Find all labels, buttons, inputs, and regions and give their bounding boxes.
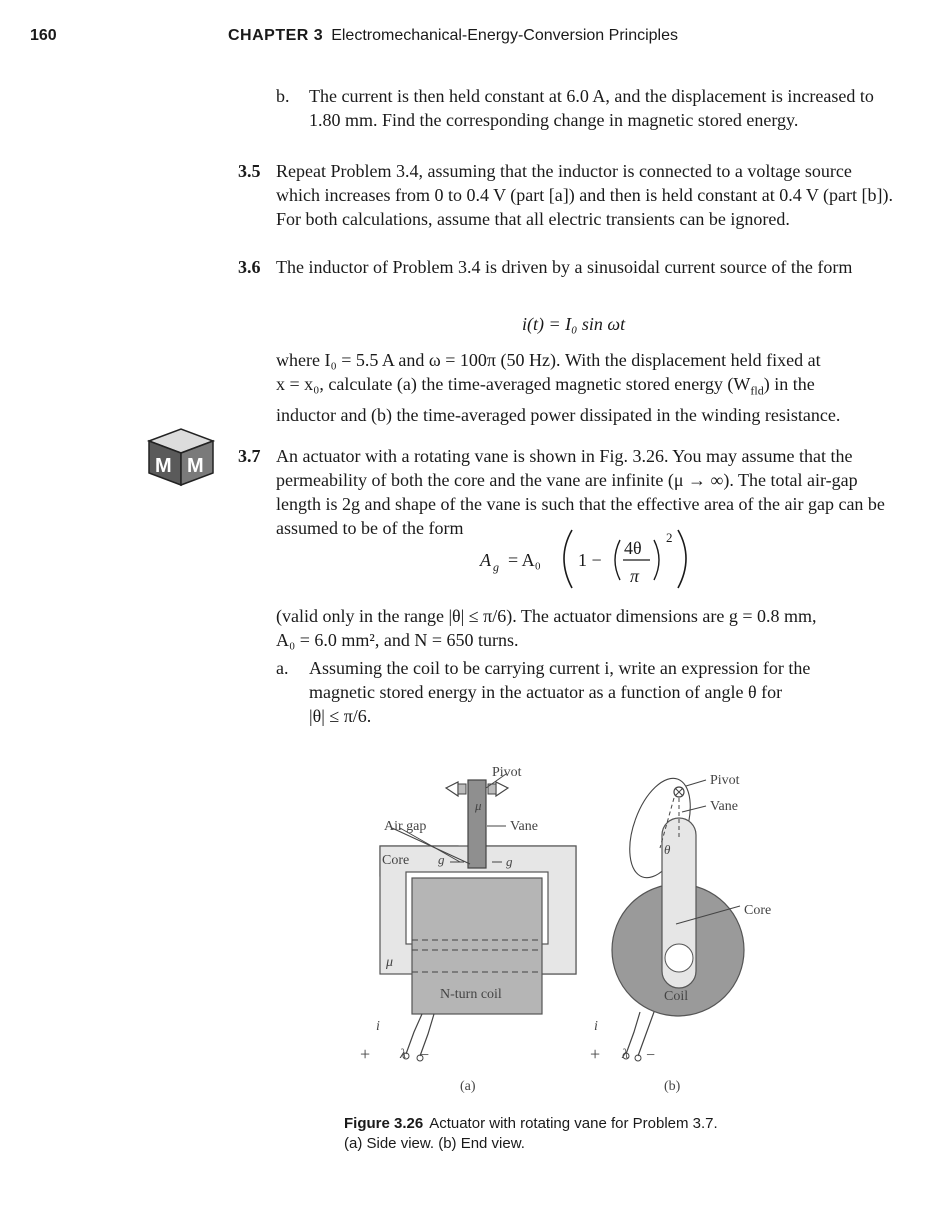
wfld-subscript: fld (750, 383, 764, 398)
label-minus-a: − (420, 1047, 430, 1064)
label-plus-b: + (590, 1044, 601, 1064)
part-label-a: a. (276, 658, 289, 678)
eq-exponent: 2 (666, 530, 673, 545)
label-g-right: g (506, 854, 513, 869)
label-b: (b) (664, 1079, 681, 1094)
running-header (228, 27, 678, 45)
problem-3-7a (276, 656, 896, 728)
figure-end-view (590, 770, 771, 1094)
caption-label: Figure 3.26 (344, 1115, 424, 1132)
problem-3-7-valid (276, 604, 916, 652)
part-label-b: b. (276, 86, 290, 106)
label-vane-a: Vane (510, 819, 538, 834)
valid-line-1: (valid only in the range |θ| ≤ π/6). The actuator dimensions are g = 0.8 mm, (276, 606, 817, 626)
label-core-a: Core (382, 853, 410, 868)
label-i-b: i (594, 1019, 598, 1034)
figure-caption (344, 1114, 724, 1154)
label-core-b: Core (744, 903, 772, 918)
problem-3-6-text: The inductor of Problem 3.4 is driven by a sinusoidal current source of the form (276, 257, 853, 277)
eq-rhs: = A₀ (508, 550, 541, 570)
label-i-a: i (376, 1019, 380, 1034)
eq-inner: 1 − (578, 550, 602, 570)
svg-text:M: M (155, 455, 172, 477)
caption-text: Actuator with rotating vane for Problem 3.7. (a) Side view. (b) End view. (344, 1115, 718, 1152)
problem-number-3-7: 3.7 (238, 446, 261, 466)
label-lambda-b: λ (622, 1047, 629, 1062)
label-coil-b: Coil (664, 989, 689, 1004)
label-pivot-b: Pivot (710, 773, 740, 788)
problem-3-5-text: Repeat Problem 3.4, assuming that the inductor is connected to a voltage source which increases from 0 to 0.4 V (part [a]) and then is held constant at 0.4 V (part [b]). For both calculations, assume that all electric transients can be ignored. (276, 161, 894, 229)
part-a-line-1: Assuming the coil to be carrying current i, write an expression for the (309, 658, 811, 678)
problem-3-7-text: An actuator with a rotating vane is shown in Fig. 3.26. You may assume that the permeability of both the core and the vane are infinite (μ → ∞). The total air-gap length is 2g and shape of the vane is such that the effective area of the air gap can be assumed to be of the form (276, 446, 885, 538)
label-minus-b: − (646, 1047, 656, 1064)
label-plus-a: + (360, 1044, 371, 1064)
svg-text:M: M (187, 455, 204, 477)
label-g-left: g (438, 852, 445, 867)
figure-side-view (360, 765, 576, 1094)
problem-3-6-where (276, 348, 916, 427)
chapter-title: Electromechanical-Energy-Conversion Principles (331, 27, 678, 44)
label-pivot-a: Pivot (492, 765, 522, 780)
part-a-line-3: |θ| ≤ π/6. (309, 706, 372, 726)
part-b-text: The current is then held constant at 6.0 A, and the displacement is increased to 1.80 mm. Find the corresponding change in magnetic stored energy. (309, 86, 874, 130)
eq-lhs-sub: g (493, 560, 499, 574)
eq-denominator: π (630, 566, 640, 586)
equation-current: i(t) = I₀ sin ωt (522, 314, 626, 334)
vane-a (468, 780, 486, 868)
figure-3-26 (340, 758, 820, 1108)
equation-area (470, 520, 710, 594)
problem-3-5 (238, 159, 898, 231)
label-theta-b: θ (664, 842, 671, 857)
eq-lhs: A (480, 550, 491, 570)
problem-number-3-5: 3.5 (238, 161, 261, 181)
eq-numerator: 4θ (624, 538, 642, 558)
where-line-1: where I₀ = 5.5 A and ω = 100π (50 Hz). With the displacement held fixed at (276, 350, 821, 370)
where-line-3: inductor and (b) the time-averaged power dissipated in the winding resistance. (276, 404, 841, 425)
valid-line-2: A₀ = 6.0 mm², and N = 650 turns. (276, 630, 519, 650)
label-vane-b: Vane (710, 799, 738, 814)
problem-number-3-6: 3.6 (238, 257, 261, 277)
problem-3-6 (238, 255, 898, 279)
where-line-2 (276, 372, 916, 403)
where-line-2b: ) in the (763, 374, 815, 394)
part-a-line-2: magnetic stored energy in the actuator as a function of angle θ for (309, 682, 783, 702)
label-air-gap: Air gap (384, 819, 427, 834)
page-number: 160 (30, 27, 57, 44)
label-a: (a) (460, 1079, 476, 1094)
label-mu-core: μ (386, 955, 394, 970)
label-coil-a: N-turn coil (440, 987, 502, 1002)
where-line-2a: x = x₀, calculate (a) the time-averaged magnetic stored energy (W (276, 374, 751, 394)
label-lambda-a: λ (400, 1047, 407, 1062)
matlab-cube-icon (143, 425, 219, 489)
chapter-label: CHAPTER 3 (228, 27, 324, 44)
label-mu-vane: μ (475, 798, 482, 813)
problem-3-4b (276, 84, 896, 132)
